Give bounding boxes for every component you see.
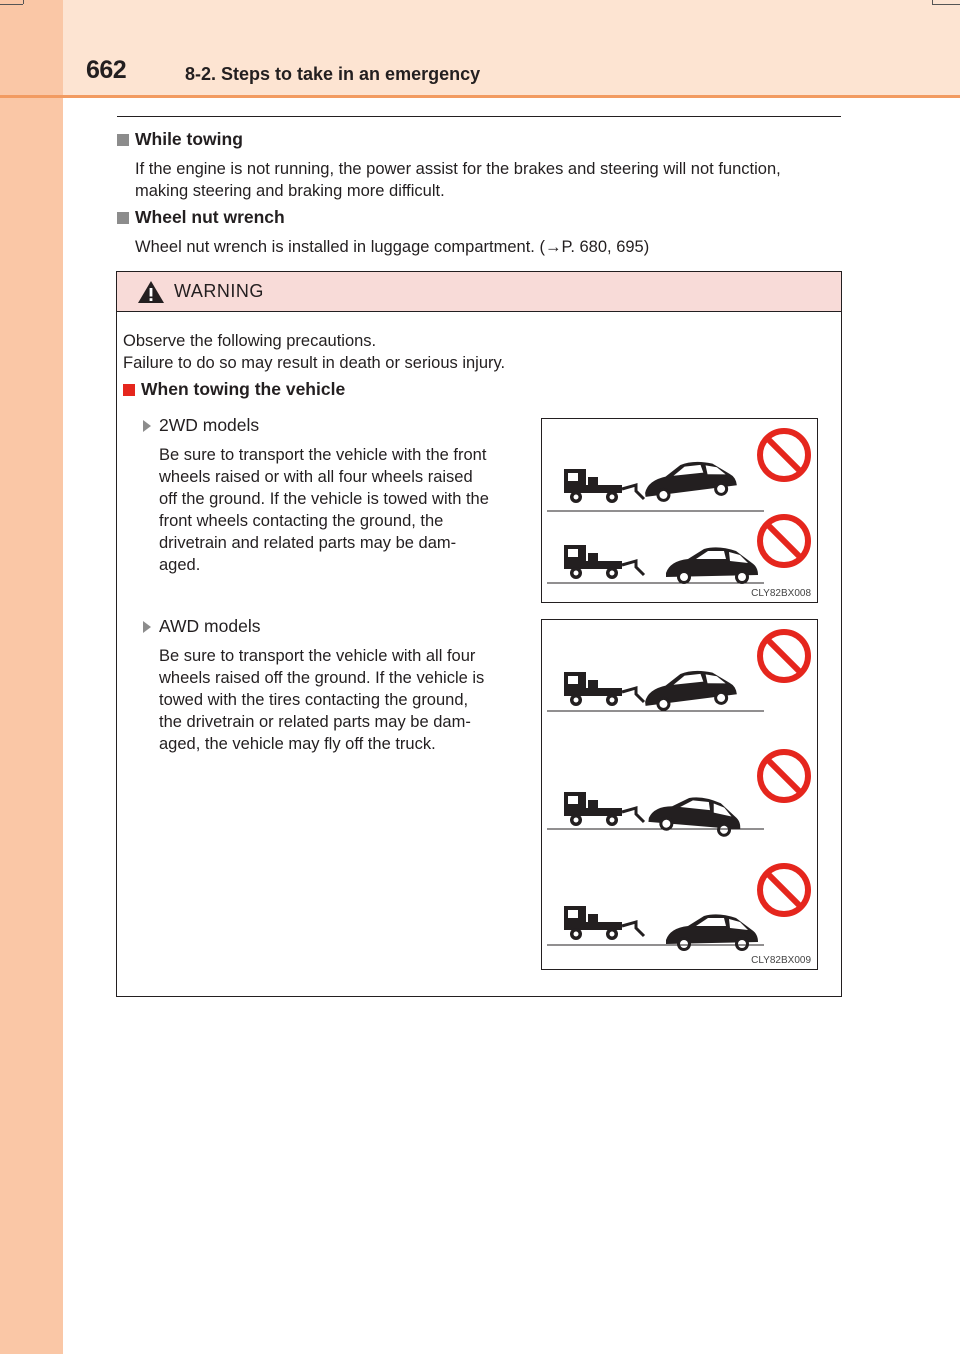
text-line: wheels raised or with all four wheels raised (159, 468, 473, 486)
text-line: Observe the following precautions. (123, 332, 377, 350)
model-label-text: AWD models (159, 616, 261, 636)
warning-intro (123, 330, 505, 374)
figure-code: CLY82BX008 (751, 588, 811, 599)
text-line: front wheels contacting the ground, the (159, 512, 444, 530)
tow-truck-illustration (542, 620, 817, 969)
warning-header (117, 272, 841, 312)
square-bullet-icon (117, 134, 129, 146)
tow-truck-illustration (542, 419, 817, 602)
subheading-text: When towing the vehicle (141, 379, 346, 399)
text-line: wheels raised off the ground. If the vehicle is (159, 669, 485, 687)
warning-box (116, 271, 842, 997)
chapter-side-tab (0, 0, 63, 1354)
triangle-bullet-icon (143, 420, 151, 432)
text-line: aged, the vehicle may fly off the truck. (159, 735, 436, 753)
warning-triangle-icon (137, 280, 165, 304)
model-body-awd (159, 645, 516, 755)
paragraph-while-towing (135, 158, 781, 202)
square-bullet-icon (123, 384, 135, 396)
triangle-bullet-icon (143, 621, 151, 633)
heading-wheel-nut-wrench (117, 207, 285, 228)
illustration-awd-towing (541, 619, 818, 970)
text-line: If the engine is not running, the power assist for the brakes and steering will not function, (135, 160, 781, 178)
model-label-awd (143, 616, 260, 637)
text-line: towed with the tires contacting the ground, (159, 691, 469, 709)
warning-title: WARNING (174, 281, 264, 301)
crop-mark (23, 0, 24, 4)
section-title: 8-2. Steps to take in an emergency (185, 64, 481, 84)
warning-subheading (123, 379, 345, 400)
heading-text: Wheel nut wrench (135, 207, 285, 227)
heading-while-towing (117, 129, 243, 150)
divider (117, 116, 841, 117)
model-body-2wd (159, 444, 516, 576)
page-number: 662 (86, 56, 127, 84)
model-label-2wd (143, 415, 259, 436)
text-line: off the ground. If the vehicle is towed with the (159, 490, 489, 508)
text-line: Failure to do so may result in death or serious injury. (123, 354, 506, 372)
figure-code: CLY82BX009 (751, 955, 811, 966)
text-line: Be sure to transport the vehicle with all four (159, 647, 476, 665)
square-bullet-icon (117, 212, 129, 224)
header-accent-line (0, 95, 960, 98)
text-line: the drivetrain or related parts may be dam- (159, 713, 471, 731)
text-line: making steering and braking more difficult. (135, 182, 445, 200)
crop-mark (932, 4, 960, 5)
text-line: drivetrain and related parts may be dam- (159, 534, 457, 552)
paragraph-wheel-nut: Wheel nut wrench is installed in luggage compartment. (→P. 680, 695) (135, 238, 650, 256)
model-label-text: 2WD models (159, 415, 260, 435)
text-line: Be sure to transport the vehicle with the front (159, 446, 487, 464)
heading-text: While towing (135, 129, 243, 149)
text-line: aged. (159, 556, 201, 574)
crop-mark (0, 4, 23, 5)
illustration-2wd-towing (541, 418, 818, 603)
